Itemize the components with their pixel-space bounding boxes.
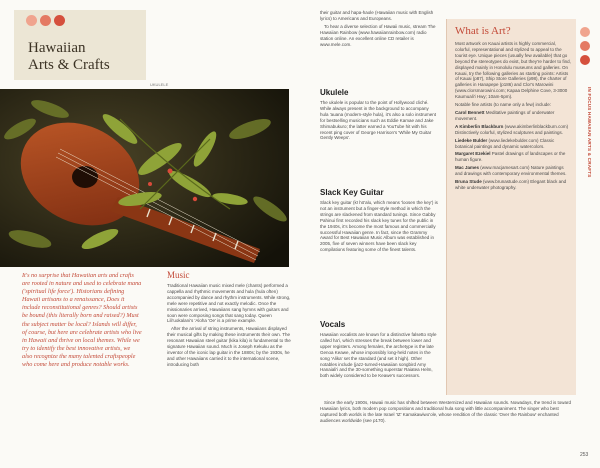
col2-paragraph-2: To hear a diverse selection of Hawaii music, stream The Hawaiian Rainbow (www.hawaiianrainbow.com) radio station online. An excellent online CD retailer is www.mele.com. bbox=[320, 23, 436, 47]
tab-dot-dark bbox=[580, 55, 590, 65]
vocals-heading: Vocals bbox=[320, 320, 346, 329]
tab-label: IN FOCUS HAWAIIAN ARTS & CRAFTS bbox=[587, 87, 592, 178]
ukulele-paragraph: The ukulele is popular to the point of Hollywood cliché. While always present in the background to accompany hula 'auana (modern-style hula), it's also a solo instrument for bestselling musicians such as Eddie Kamae and Jake Shimabukuro; the latter earned a YouTube hit with his recent ping cover of George Harrison's 'While My Guitar Gently Weeps'. bbox=[320, 100, 437, 141]
artist-desc: (www.macjamesart.com) Nature paintings and drawings with contemporary environmental themes. bbox=[455, 165, 567, 177]
ukulele-column bbox=[320, 100, 438, 143]
dot-dark bbox=[54, 15, 65, 26]
slack-key-column bbox=[320, 200, 438, 255]
page-number: 253 bbox=[580, 452, 589, 458]
ukulele-illustration bbox=[0, 89, 289, 267]
vocals-paragraph-2: Since the early 1900s, Hawaii music has shifted between Westernized and Hawaiian sounds. Nowadays, the trend is toward Hawaiian lyrics, both modern pop compositions and traditional hula song with little accompaniment. The singer who best captured both worlds is the late Israel 'IZ' Kamakawiwo'ole, whose rendition of the classic 'Over the Rainbow' enchanted audiences worldwide (see p170). bbox=[320, 400, 572, 423]
photo-caption: UKULELE bbox=[150, 82, 169, 87]
what-is-art-box bbox=[446, 19, 576, 395]
tab-dot-light bbox=[580, 27, 590, 37]
artist-name: Carol Bennett bbox=[455, 109, 485, 115]
box-paragraph-2: Notable fine artists (to name only a few) include: bbox=[455, 102, 552, 108]
artist-entry bbox=[455, 165, 571, 177]
vocals-paragraph-1: Hawaiian vocalists are known for a distinctive falsetto style called ha'i, which stresses the break between lower and upper registers. Among females, the archetype is the late Genoa Keawe, whose impossibly long-held notes in the song 'Alika' set the standard (and set it high). Other notables include (jazz-turned-Hawaiian songbird Amy Hanaiali'i and the 30-something superstar Raiatea Helm, both widely considered to be Keawe's successors. bbox=[320, 332, 437, 379]
artist-name: Margaret Ezekiel bbox=[455, 151, 491, 157]
dot-mid bbox=[40, 15, 51, 26]
box-title: What is Art? bbox=[455, 25, 511, 37]
dot-light bbox=[26, 15, 37, 26]
decorative-dots bbox=[26, 15, 65, 26]
artist-name: A Kimberlin Blackburn bbox=[455, 123, 504, 129]
chapter-title bbox=[28, 40, 146, 74]
box-paragraph-1: Most artwork on Kauai artists is highly commercial, colorful, representational and stylized to appeal to the tourist eye. Unique pieces (usually few available) that go beyond the stereotypes do exist, but they're harder to find, displayed mainly in Honolulu museums and galleries. On Kauai, try the following galleries as starting points: Artists of Kauai (p87), Ship Store Galleries (p98), the charter of galleries in Hanapepe (p186) and Clor's Marowini (www.clorsmarowini.com; Kapaa Delphine Cove, 3-3000 Kaumuali'i Hwy; 10am-5pm). bbox=[455, 41, 571, 100]
col2-paragraph-1: their guitar and hapa-haole (Hawaiian music with English lyrics) to Americans and Europeans. bbox=[320, 10, 434, 21]
artist-entry bbox=[455, 179, 571, 191]
artist-desc: (www.brunastude.com) Elegant black and white underwater photography. bbox=[455, 179, 567, 190]
chapter-title-line1: Hawaiian bbox=[28, 40, 86, 56]
slack-key-paragraph: Slack key guitar (kī hō'alu, which means 'loosen the key') is not an instrument but a finger-style method in which the strings are slackened from standard tunings. Since Gabby Pahinui first recorded his slack key tunes for the public in the 1940s, it's become the most famous and commercially successful Hawaiian genre. In fact, since the Grammy Award for Best Hawaiian Music Album was established in 2005, five of seven winners have been slack key compilations featuring some of the finest talents. bbox=[320, 200, 438, 253]
artist-name: Bruna Stude bbox=[455, 179, 482, 185]
music-column bbox=[167, 283, 295, 370]
box-body bbox=[455, 41, 571, 193]
intro-paragraph: It's no surprise that Hawaiian arts and crafts are rooted in nature and used to celebrate mana ('spiritual life force'). Historians defining Hawaii artisans to a renaissance, Does it include reconstitutional genres? Should artists be bound (this literally born and raised?) Must the subject matter be local? Islands will differ, of course, but here are celebrate artists who live in Hawaii and thrive on local themes. While we try to identify the best innovative artists, we also recognize the many talented craftspeople who come here and produce notable works. bbox=[22, 272, 142, 369]
ukulele-photo bbox=[0, 89, 289, 267]
ukulele-heading: Ukulele bbox=[320, 88, 349, 97]
tab-dot-mid bbox=[580, 41, 590, 51]
column-2-top bbox=[320, 10, 438, 49]
artist-name: Mac James bbox=[455, 165, 480, 171]
artist-name: Liedeke Bulder bbox=[455, 137, 488, 143]
artist-desc: Pastel drawings of landscapes or the human figure. bbox=[455, 151, 566, 163]
chapter-header bbox=[14, 10, 146, 80]
vocals-column-start bbox=[320, 332, 438, 381]
music-paragraph-1: Traditional Hawaiian music mixed mele (chants) performed a cappella and rhythmic movements and hula (hula often) accompanied by dance and rhythm instruments. While strong, mele were repetitive and not exactly melodic. Once the missionaries arrived, Hawaiians sang hymns with guitars and soon were composing songs that sang today. Queen Lili'uokalani's 'Aloha 'Oe' is a prime example. bbox=[167, 283, 291, 324]
artist-desc: (www.akimberlinblackburn.com) Distinctively colorful, stylized sculptures and paintings. bbox=[455, 123, 569, 135]
artist-entry bbox=[455, 138, 571, 150]
vocals-column-wide bbox=[320, 400, 575, 426]
artist-entry bbox=[455, 110, 571, 122]
artist-desc: (www.liedekebulder.com) Classic botanical paintings and dynamic watercolors. bbox=[455, 137, 555, 149]
music-heading: Music bbox=[167, 270, 190, 280]
slack-key-heading: Slack Key Guitar bbox=[320, 188, 384, 197]
chapter-title-line2: Arts & Crafts bbox=[28, 57, 110, 73]
music-paragraph-2: After the arrival of string instruments, Hawaiians displayed their musical gifts by making these instruments their own. The resonant Hawaiian steel guitar (kika kila) is fundamental to the signature Hawaiian sound. Much is Joseph Kekuku as the inventor of the iconic lap guitar in the 1880s; by the 1930s, he and other Hawaiians carried it to the international scene, introducing both bbox=[167, 326, 291, 367]
artist-entry bbox=[455, 151, 571, 163]
artist-entry bbox=[455, 124, 571, 136]
artist-desc: Meditative paintings of underwater movement. bbox=[455, 109, 555, 121]
section-tab bbox=[577, 27, 593, 197]
